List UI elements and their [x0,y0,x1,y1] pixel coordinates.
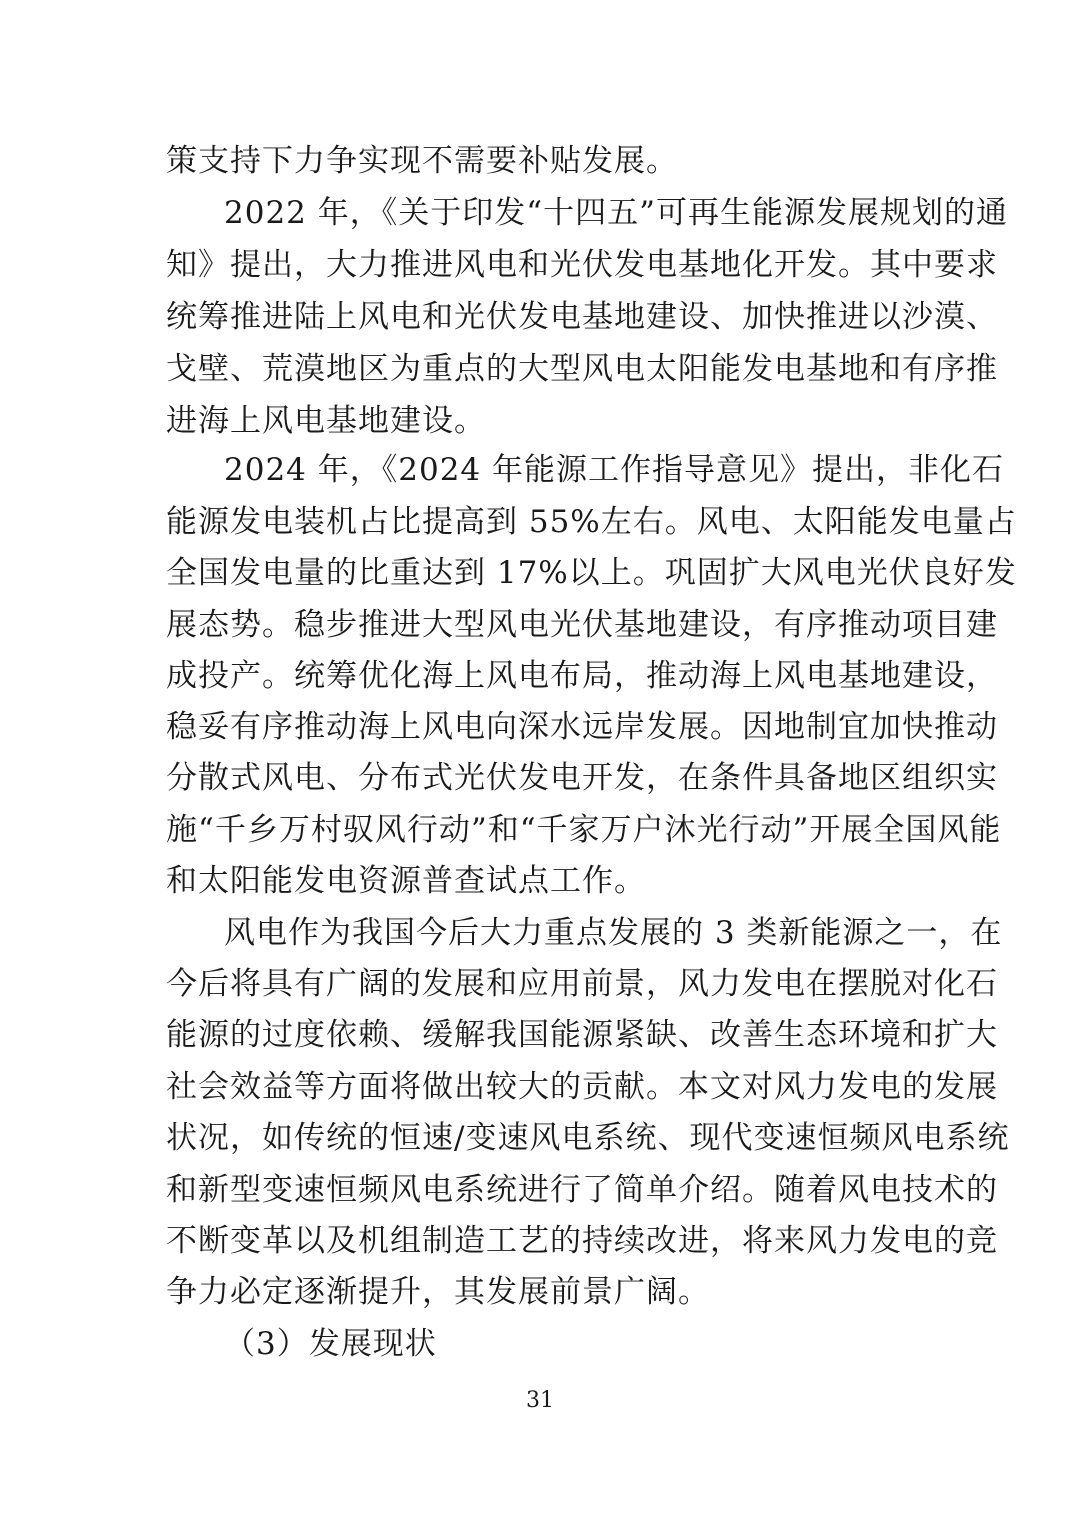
text-line: 今后将具有广阔的发展和应用前景，风力发电在摆脱对化石 [166,966,998,1002]
text-line: 社会效益等方面将做出较大的贡献。本文对风力发电的发展 [166,1069,998,1105]
text-line: 全国发电量的比重达到 17%以上。巩固扩大风电光伏良好发 [166,555,1017,591]
text-line: 和太阳能发电资源普查试点工作。 [166,863,646,899]
section-heading: （3）发展现状 [224,1326,437,1362]
text-line: 状况，如传统的恒速/变速风电系统、现代变速恒频风电系统 [166,1120,1010,1156]
text-line: 策支持下力争实现不需要补贴发展。 [166,143,678,179]
text-line: 能源的过度依赖、缓解我国能源紧缺、改善生态环境和扩大 [166,1017,998,1053]
text-line: 知》提出，大力推进风电和光伏发电基地化开发。其中要求 [166,247,998,283]
text-line: 施“千乡万村驭风行动”和“千家万户沐光行动”开展全国风能 [166,812,1002,848]
text-line: 成投产。统筹优化海上风电布局，推动海上风电基地建设， [166,658,998,694]
text-line: 不断变革以及机组制造工艺的持续改进，将来风力发电的竞 [166,1223,998,1259]
text-line: 2022 年，《关于印发“十四五”可再生能源发展规划的通 [224,195,1008,231]
text-line: 进海上风电基地建设。 [166,403,486,439]
text-line: 和新型变速恒频风电系统进行了简单介绍。随着风电技术的 [166,1172,998,1208]
text-line: 风电作为我国今后大力重点发展的 3 类新能源之一，在 [224,915,1003,951]
text-line: 戈壁、荒漠地区为重点的大型风电太阳能发电基地和有序推 [166,351,998,387]
text-line: 2024 年，《2024 年能源工作指导意见》提出，非化石 [224,452,1004,488]
text-line: 能源发电装机占比提高到 55%左右。风电、太阳能发电量占 [166,504,1017,540]
text-line: 稳妥有序推动海上风电向深水远岸发展。因地制宜加快推动 [166,709,998,745]
text-line: 争力必定逐渐提升，其发展前景广阔。 [166,1274,710,1310]
text-line: 展态势。稳步推进大型风电光伏基地建设，有序推动项目建 [166,607,998,643]
text-line: 统筹推进陆上风电和光伏发电基地建设、加快推进以沙漠、 [166,299,998,335]
page-number: 31 [526,1388,554,1413]
text-line: 分散式风电、分布式光伏发电开发，在条件具备地区组织实 [166,760,998,796]
